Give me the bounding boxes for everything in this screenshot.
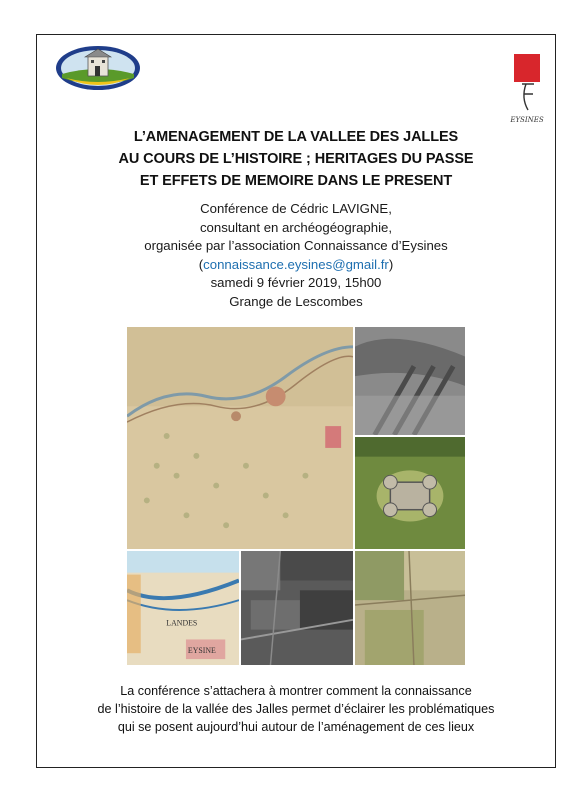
field-pattern-photo — [240, 550, 354, 666]
conference-info — [60, 200, 532, 311]
venue-line: Grange de Lescombes — [229, 293, 363, 309]
email-line: (connaissance.eysines@gmail.fr) — [198, 256, 394, 272]
description-line-2: de l’histoire de la vallée des Jalles permet d’éclairer les problématiques — [97, 702, 495, 716]
title-line-2: AU COURS DE L’HISTOIRE ; HERITAGES DU PASSE — [118, 151, 474, 167]
aerial-photo-bw — [354, 326, 466, 436]
title-line-3: ET EFFETS DE MEMOIRE DANS LE PRESENT — [139, 173, 453, 189]
organizer-line: organisée par l’association Connaissance d’Eysines — [144, 238, 448, 253]
historic-map-image — [126, 326, 354, 550]
date-line: samedi 9 février 2019, 15h00 — [210, 275, 382, 290]
satellite-image — [354, 550, 466, 666]
description-line-3: qui se posent aujourd’hui autour de l’aménagement de ces lieux — [117, 720, 475, 734]
image-collage — [126, 326, 466, 666]
map-label-eysine: EYSINE — [187, 646, 216, 656]
map-label-landes: LANDES — [166, 618, 198, 628]
conference-description — [48, 682, 544, 736]
eysines-logo-text: EYSINES — [510, 116, 544, 124]
description-line-1: La conférence s’attachera à montrer comment la connaissance — [120, 684, 472, 698]
association-logo — [54, 44, 142, 92]
conference-title — [60, 126, 532, 192]
email-link[interactable]: connaissance.eysines@gmail.fr — [203, 256, 389, 272]
speaker-line: Conférence de Cédric LAVIGNE, — [200, 201, 392, 216]
speaker-role: consultant en archéogéographie, — [199, 219, 393, 235]
eysines-logo — [506, 54, 548, 124]
colored-map-image — [126, 550, 240, 666]
castle-aerial-photo — [354, 436, 466, 550]
title-line-1: L’AMENAGEMENT DE LA VALLEE DES JALLES — [133, 129, 459, 145]
